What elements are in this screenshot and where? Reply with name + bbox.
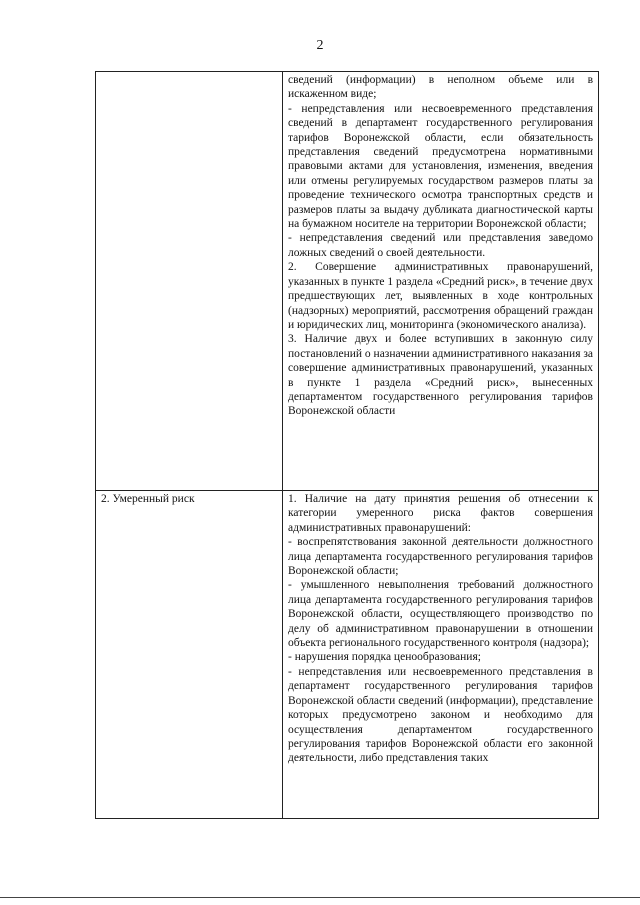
risk-criteria-cell [283, 72, 599, 491]
table-row [96, 491, 599, 819]
criteria-paragraph: - непредставления или несвоевременного представления в департамент государственного регулирования тарифов Воронежской области сведений (информации), представление которых предусмотрено законом и необходимо для осуществления департаментом государственного регулирования тарифов Воронежской области его законной деятельности, либо представления таких [288, 665, 593, 765]
criteria-paragraph: - нарушения порядка ценообразования; [288, 651, 481, 664]
criteria-paragraph: - непредставления сведений или представления заведомо ложных сведений о своей деятельности. [288, 232, 593, 259]
risk-category-cell: 2. Умеренный риск [96, 491, 283, 819]
criteria-paragraph: сведений (информации) в неполном объеме или в искаженном виде; [288, 74, 593, 101]
criteria-paragraph: - воспрепятствования законной деятельности должностного лица департамента государственного регулирования тарифов Воронежской области; [288, 536, 593, 578]
criteria-paragraph: 1. Наличие на дату принятия решения об отнесении к категории умеренного риска фактов совершения административных правонарушений: [288, 493, 593, 534]
criteria-paragraph: - умышленного невыполнения требований должностного лица департамента государственного регулирования тарифов Воронежской области, осуществляющего производство по делу об административном правонарушении в отношении объекта регионального государственного контроля (надзора); [288, 579, 593, 650]
risk-criteria-cell [283, 491, 599, 819]
criteria-paragraph: 3. Наличие двух и более вступивших в законную силу постановлений о назначении административного наказания за совершение административных правонарушений, указанных в пункте 1 раздела «Средний риск», вынесенных департаментом государственного регулирования тарифов Воронежской области [288, 333, 593, 418]
risk-criteria-table [95, 71, 599, 819]
criteria-paragraph: 2. Совершение административных правонарушений, указанных в пункте 1 раздела «Средний риск», в течение двух предшествующих лет, выявленных в ходе контрольных (надзорных) мероприятий, рассмотрения обращений граждан и юридических лиц, мониторинга (экономического анализа). [288, 261, 593, 331]
risk-category-cell [96, 72, 283, 491]
page-number: 2 [316, 38, 324, 53]
table-row [96, 72, 599, 491]
criteria-paragraph: - непредставления или несвоевременного представления сведений в департамент государственного регулирования тарифов Воронежской области, если обязательность представления сведений предусмотрена нормативными правовыми актами для установления, изменения, введения или отмены регулируемых государством размеров платы за проведение технического осмотра транспортных средств и размеров платы за выдачу дубликата диагностической карты на бумажном носителе на территории Воронежской области; [288, 102, 593, 231]
page-bottom-rule [0, 897, 640, 898]
